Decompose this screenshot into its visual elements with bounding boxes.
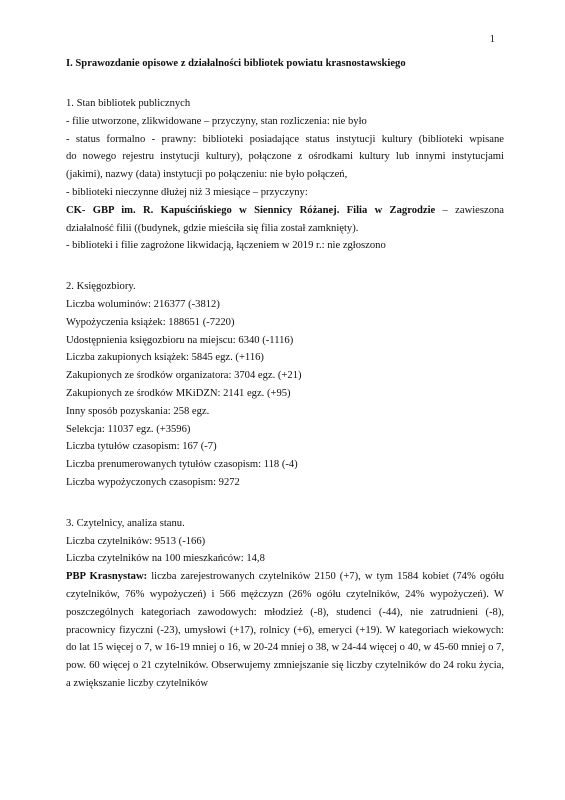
section-collections — [66, 278, 504, 492]
section-heading: 3. Czytelnicy, analiza stanu. — [66, 517, 185, 529]
text-line: - biblioteki i filie zagrożone likwidacją, łączeniem w 2019 r.: nie zgłoszono — [66, 240, 386, 252]
text-line: - status formalno - prawny: biblioteki posiadające status instytucji kultury (biblioteki wpisane — [66, 133, 504, 145]
stat-line: Zakupionych ze środków organizatora: 3704 egz. (+21) — [66, 370, 302, 382]
stat-line: Liczba wypożyczonych czasopism: 9272 — [66, 476, 240, 488]
pbp-paragraph — [66, 568, 504, 693]
pbp-text: liczba zarejestrowanych czytelników 2150 (+7), w tym 1584 kobiet (74% ogółu czytelników, 76% wypożyczeń) i 566 mężczyzn (26% ogółu czytelników, 24% wypożyczeń). W poszczególnych kategoriach zawodowych: młodzież (-8), studenci (-44), nie zatrudnieni (-8), pracownicy fizyczni (-23), umysłowi (+17), rolnicy (+6), emeryci (+19). W kategoriach wiekowych: do lat 15 więcej o 7, w 16-19 mniej o 16, w 20-24 mniej o 38, w 24-44 więcej o 40, w 45-60 mniej o 7, pow. 60 więcej o 21 czytelników. Obserwujemy zmniejszanie się liczby czytelników do 24 roku życia, a zwiększanie liczby czytelników — [66, 571, 504, 689]
section-library-status — [66, 95, 504, 255]
text-line: do nowego rejestru instytucji kultury), połączone z ośrodkami kultury lub innymi instytucjami — [66, 151, 504, 163]
pbp-label: PBP Krasnystaw: — [66, 571, 148, 583]
stat-line: Inny sposób pozyskania: 258 egz. — [66, 405, 210, 417]
text-line: - biblioteki nieczynne dłużej niż 3 miesiące – przyczyny: — [66, 186, 308, 198]
text-line: działalność filii ((budynek, gdzie mieściła się filia został zamknięty). — [66, 222, 359, 234]
page-number: 1 — [489, 34, 495, 45]
closed-branch-status: – zawieszona — [435, 204, 504, 216]
section-heading: 2. Księgozbiory. — [66, 281, 136, 293]
document-body — [66, 56, 504, 693]
stat-line: Selekcja: 11037 egz. (+3596) — [66, 423, 191, 435]
section-heading: 1. Stan bibliotek publicznych — [66, 98, 191, 109]
text-line: - filie utworzone, zlikwidowane – przyczyny, stan rozliczenia: nie było — [66, 115, 367, 127]
closed-branch-line — [66, 202, 504, 220]
closed-branch-name: CK- GBP im. R. Kapuścińskiego w Siennicy Różanej. Filia w Zagrodzie — [66, 204, 436, 216]
stat-line: Liczba tytułów czasopism: 167 (-7) — [66, 441, 217, 453]
stat-line: Liczba zakupionych książek: 5845 egz. (+116) — [66, 352, 264, 364]
stat-line: Zakupionych ze środków MKiDZN: 2141 egz. (+95) — [66, 387, 291, 399]
section-readers — [66, 515, 504, 693]
document-title: I. Sprawozdanie opisowe z działalności bibliotek powiatu krasnostawskiego — [66, 58, 406, 69]
stat-line: Wypożyczenia książek: 188651 (-7220) — [66, 316, 235, 328]
stat-line: Liczba woluminów: 216377 (-3812) — [66, 298, 220, 310]
text-line: (jakimi), nazwy (data) instytucji po połączeniu: nie było połączeń, — [66, 169, 348, 181]
stat-line: Liczba czytelników: 9513 (-166) — [66, 535, 206, 547]
stat-line: Udostępnienia księgozbioru na miejscu: 6340 (-1116) — [66, 334, 294, 346]
stat-line: Liczba czytelników na 100 mieszkańców: 14,8 — [66, 553, 265, 565]
stat-line: Liczba prenumerowanych tytułów czasopism: 118 (-4) — [66, 459, 298, 471]
